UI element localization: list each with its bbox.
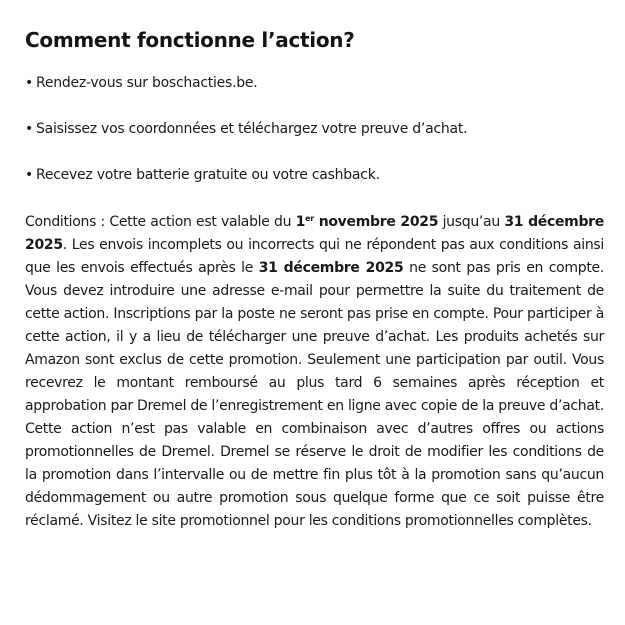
conditions-between: jusqu’au: [438, 214, 505, 230]
conditions-part-3: ne sont pas pris en compte. Vous devez introduire une adresse e-mail pour permettre la suite du traitement de cette action. Inscriptions par la poste ne seront pas prise en compte. Pour participer à cette action, il y a lieu de télécharger une preuve d’achat. Les produits achetés sur Amazon sont exclus de cette promotion. Seulement une participation par outil. Vous recevrez le montant remboursé au plus tard 6 semaines après réception et approbation par Dremel de l’enregistrement en ligne avec copie de la preuve d’achat. Cette action n’est pas valable en combinaison avec d’autres offres ou actions promotionnelles de Dremel. Dremel se réserve le droit de modifier les conditions de la promotion dans l’intervalle ou de mettre fin plus tôt à la promotion sans qu’aucun dédommagement ou autre promotion sous quelque forme que ce soit puisse être réclamé. Visitez le site promotionnel pour les conditions promotionnelles complètes.: [25, 260, 604, 529]
step-text: Rendez-vous sur boschacties.be.: [36, 75, 258, 91]
step-text: Saisissez vos coordonnées et téléchargez votre preuve d’achat.: [36, 121, 468, 137]
bullet-icon: •: [25, 167, 34, 183]
step-text: Recevez votre batterie gratuite ou votre cashback.: [36, 167, 380, 183]
start-month-year: novembre 2025: [313, 214, 439, 230]
step-item-upload-proof: [25, 119, 604, 139]
start-date: [296, 214, 439, 230]
conditions-paragraph: [25, 211, 604, 533]
start-day-suffix: er: [305, 214, 314, 223]
start-day: 1: [295, 214, 306, 230]
step-item-receive-reward: [25, 165, 604, 185]
end-date: 31 décembre 2025: [25, 214, 604, 253]
steps-list: [25, 73, 604, 185]
bullet-icon: •: [25, 75, 34, 91]
end-date-repeat: 31 décembre 2025: [258, 260, 404, 276]
step-item-visit-site: [25, 73, 604, 93]
conditions-intro: Conditions : Cette action est valable du: [25, 214, 296, 230]
page-title: Comment fonctionne l’action?: [25, 28, 355, 52]
conditions-part-2: . Les envois incomplets ou incorrects qui ne répondent pas aux conditions ainsi que les envois effectués après le: [25, 237, 604, 276]
bullet-icon: •: [25, 121, 34, 137]
